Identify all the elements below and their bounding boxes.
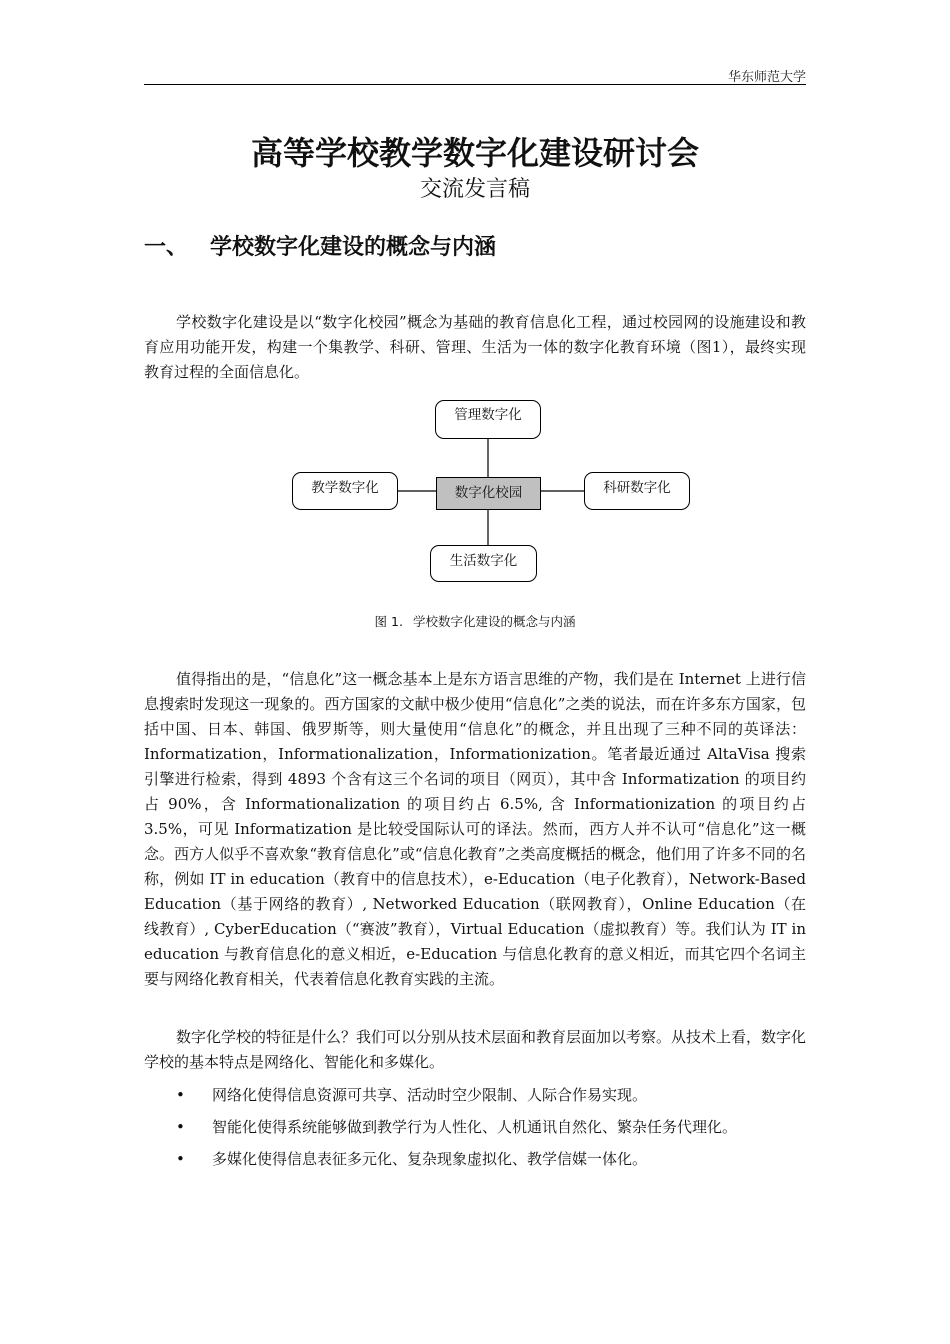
list-item — [176, 1115, 806, 1147]
section-title: 学校数字化建设的概念与内涵 — [210, 235, 497, 260]
section-number: 一、 — [144, 235, 189, 260]
page-subtitle: 交流发言稿 — [419, 177, 530, 202]
figure-caption — [0, 612, 950, 630]
list-item-text: 网络化使得信息资源可共享、活动时空少限制、人际合作易实现。 — [212, 1086, 648, 1104]
diagram-node-life: 生活数字化 — [430, 545, 537, 582]
paragraph-intro: 学校数字化建设是以“数字化校园”概念为基础的教育信息化工程，通过校园网的设施建设和教育应用功能开发，构建一个集教学、科研、管理、生活为一体的数字化教育环境（图1），最终实现教育过程的全面信息化。 — [144, 313, 806, 381]
diagram-node-digital-campus: 数字化校园 — [436, 477, 541, 510]
diagram-node-teaching: 教学数字化 — [292, 472, 398, 510]
bullet-icon: • — [176, 1150, 185, 1168]
list-item — [176, 1083, 806, 1115]
header-organization: 华东师范大学 — [727, 70, 806, 85]
paragraph-informatization: 值得指出的是，“信息化”这一概念基本上是东方语言思维的产物，我们是在 Internet 上进行信息搜索时发现这一现象的。西方国家的文献中极少使用“信息化”之类的说法，而在许多东方国家，包括中国、日本、韩国、俄罗斯等，则大量使用“信息化”的概念，并且出现了三种不同的英译法：Informatization，Informationalization，Informationization。笔者最近通过 AltaVisa 搜索引擎进行检索，得到 4893 个含有这三个名词的项目（网页），其中含 Informatization 的项目约占 90%，含 Informationalization 的项目约占 6.5%, 含 Informationization 的项目约占 3.5%，可见 Informatization 是比较受国际认可的译法。然而，西方人并不认可“信息化”这一概念。西方人似乎不喜欢象“教育信息化”或“信息化教育”之类高度概括的概念，他们用了许多不同的名称，例如 IT in education（教育中的信息技术），e-Education（电子化教育），Network-Based Education（基于网络的教育）, Networked Education（联网教育），Online Education（在线教育）, CyberEducation（“赛波”教育），Virtual Education（虚拟教育）等。我们认为 IT in education 与教育信息化的意义相近，e-Education 与信息化教育的意义相近，而其它四个名词主要与网络化教育相关，代表着信息化教育实践的主流。 — [144, 670, 806, 988]
feature-list — [176, 1083, 806, 1179]
figure-caption-number: 图 1. — [374, 614, 403, 629]
list-item-text: 多媒化使得信息表征多元化、复杂现象虚拟化、教学信媒一体化。 — [212, 1150, 648, 1168]
page-title: 高等学校教学数字化建设研讨会 — [250, 134, 699, 172]
bullet-icon: • — [176, 1086, 185, 1104]
figure-caption-text: 学校数字化建设的概念与内涵 — [412, 614, 576, 629]
diagram-node-research: 科研数字化 — [584, 472, 690, 510]
paragraph-features: 数字化学校的特征是什么？我们可以分别从技术层面和教育层面加以考察。从技术上看，数字化学校的基本特点是网络化、智能化和多媒化。 — [144, 1028, 807, 1071]
list-item-text: 智能化使得系统能够做到教学行为人性化、人机通讯自然化、繁杂任务代理化。 — [212, 1118, 738, 1136]
section-heading — [144, 230, 496, 261]
bullet-icon: • — [176, 1118, 185, 1136]
list-item — [176, 1147, 806, 1179]
diagram-node-management: 管理数字化 — [435, 400, 541, 439]
header-rule — [144, 84, 806, 85]
